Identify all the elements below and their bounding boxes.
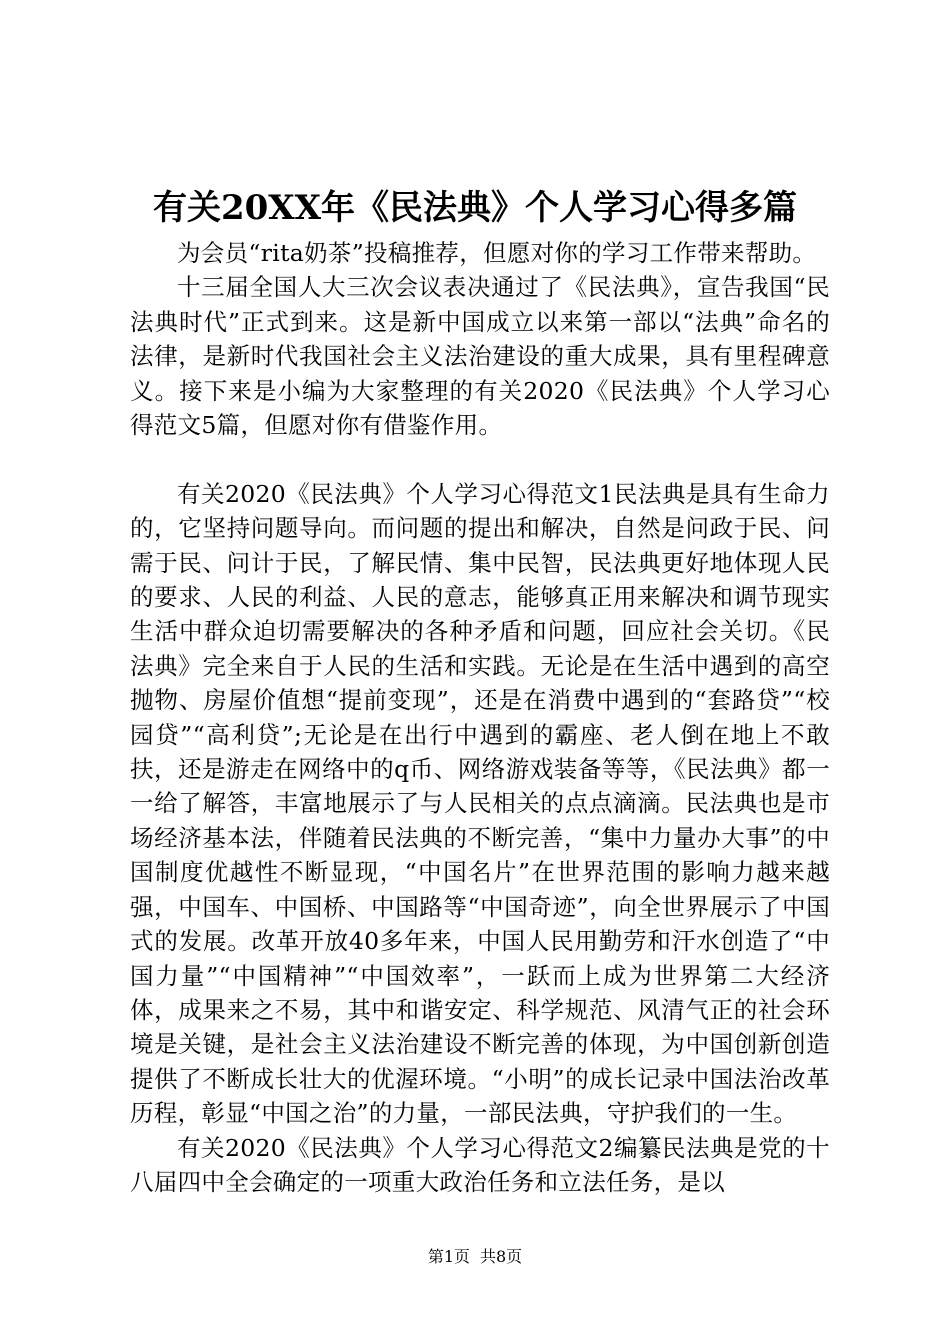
intro-paragraph: 为会员“rita奶茶”投稿推荐，但愿对你的学习工作带来帮助。 [177,239,817,267]
essay-2-paragraph: 有关2020《民法典》个人学习心得范文2编纂民法典是党的十八届四中全会确定的一项重大政治任务和立法任务，是以 [130,1133,830,1196]
document-body [130,236,830,1199]
page-number: 第1页 [427,1247,470,1266]
essay-1-paragraph: 有关2020《民法典》个人学习心得范文1民法典是具有生命力的，它坚持问题导向。而问题的提出和解决，自然是问政于民、问需于民、问计于民，了解民情、集中民智，民法典更好地体现人民的要求、人民的利益、人民的意志，能够真正用来解决和调节现实生活中群众迫切需要解决的各种矛盾和问题，回应社会关切。《民法典》完全来自于人民的生活和实践。无论是在生活中遇到的高空抛物、房屋价值想“提前变现”，还是在消费中遇到的“套路贷”“校园贷”“高利贷”;无论是在出行中遇到的霸座、老人倒在地上不敢扶，还是游走在网络中的q币、网络游戏装备等等，《民法典》都一一给了解答，丰富地展示了与人民相关的点点滴滴。民法典也是市场经济基本法，伴随着民法典的不断完善，“集中力量办大事”的中国制度优越性不断显现，“中国名片”在世界范围的影响力越来越强，中国车、中国桥、中国路等“中国奇迹”，向全世界展示了中国式的发展。改革开放40多年来，中国人民用勤劳和汗水创造了“中国力量”“中国精神”“中国效率”，一跃而上成为世界第二大经济体，成果来之不易，其中和谐安定、科学规范、风清气正的社会环境是关键，是社会主义法治建设不断完善的体现，为中国创新创造提供了不断成长壮大的优渥环境。“小明”的成长记录中国法治改革历程，彰显“中国之治”的力量，一部民法典，守护我们的一生。 [130,479,830,1128]
document-title: 有关20XX年《民法典》个人学习心得多篇 [152,188,798,228]
paragraph-spacer [130,442,830,476]
page-total: 共8页 [480,1247,523,1266]
page-footer [0,1246,950,1268]
summary-paragraph: 十三届全国人大三次会议表决通过了《民法典》，宣告我国“民法典时代”正式到来。这是新中国成立以来第一部以“法典”命名的法律，是新时代我国社会主义法治建设的重大成果，具有里程碑意义。接下来是小编为大家整理的有关2020《民法典》个人学习心得范文5篇，但愿对你有借鉴作用。 [130,273,830,440]
